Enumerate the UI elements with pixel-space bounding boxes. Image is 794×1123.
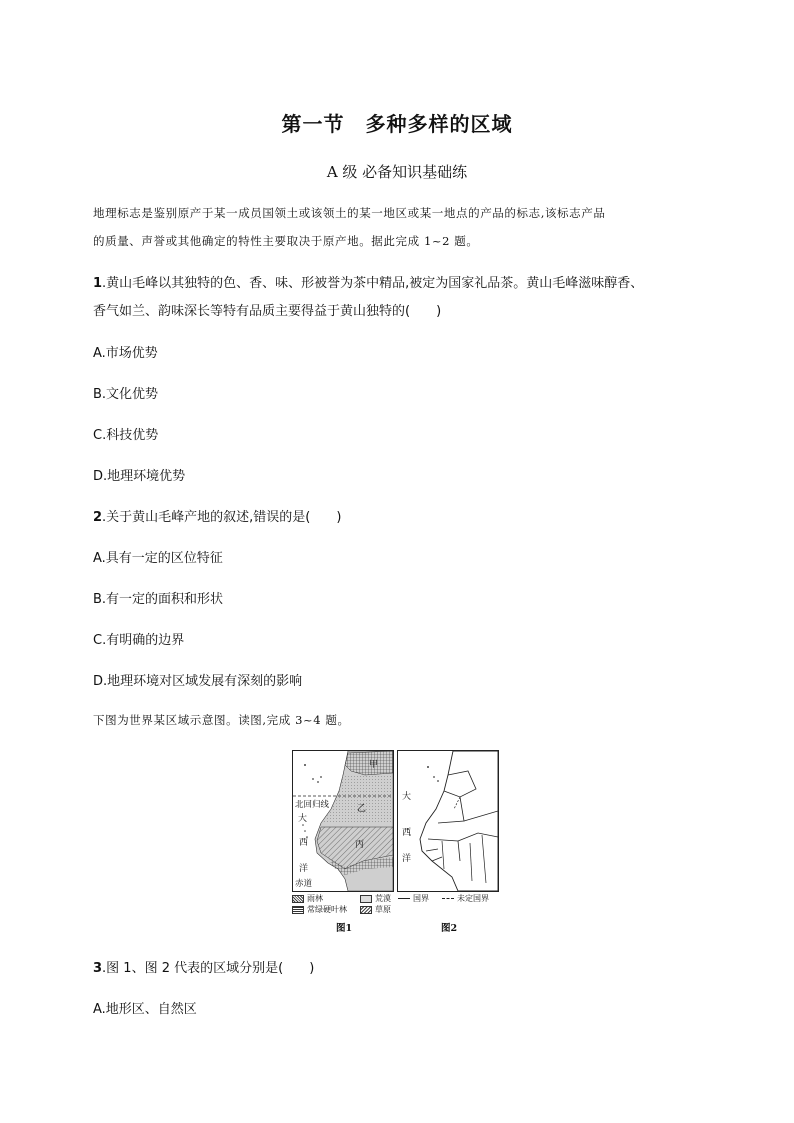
map-2-drawing — [398, 751, 498, 891]
evergreen-swatch — [292, 906, 304, 914]
question-2 — [93, 506, 341, 525]
figure-caption-1: 图1 — [336, 923, 353, 934]
question-2-number: 2 — [93, 510, 103, 525]
map-1-label-equator: 赤道 — [295, 879, 313, 889]
question-3-text: .图 1、图 2 代表的区域分别是( ) — [102, 961, 315, 976]
section-subtitle: A 级 必备知识基础练 — [326, 163, 468, 181]
legend-grassland — [360, 904, 391, 915]
map-2-label-da: 大 — [402, 792, 412, 802]
map-2-label-yang: 洋 — [402, 854, 412, 864]
legend-evergreen-label: 常绿硬叶林 — [307, 905, 347, 914]
q3-option-a: A.地形区、自然区 — [93, 1002, 197, 1017]
map-1-label-jia: 甲 — [369, 760, 379, 770]
question-1-line-1 — [93, 272, 643, 291]
question-1-line-2: 香气如兰、韵味深长等特有品质主要得益于黄山独特的( ) — [93, 304, 442, 319]
region-figure — [290, 745, 505, 935]
intro-figure: 下图为世界某区域示意图。读图,完成 3~4 题。 — [93, 713, 350, 727]
map-2-label-xi: 西 — [402, 828, 412, 838]
legend-undetermined-label: 未定国界 — [457, 894, 489, 903]
desert-swatch — [360, 895, 372, 903]
map-2 — [397, 750, 499, 892]
intro-line-2: 的质量、声誉或其他确定的特性主要取决于原产地。据此完成 1~2 题。 — [93, 234, 479, 248]
q1-option-c: C.科技优势 — [93, 428, 159, 443]
page-title: 第一节 多种多样的区域 — [281, 112, 513, 136]
q2-option-d: D.地理环境对区域发展有深刻的影响 — [93, 674, 303, 689]
dashed-line-icon — [442, 898, 454, 899]
question-3-number: 3 — [93, 961, 103, 976]
q2-option-c: C.有明确的边界 — [93, 633, 185, 648]
border-line-icon — [398, 898, 410, 899]
question-2-text: .关于黄山毛峰产地的叙述,错误的是( ) — [102, 510, 342, 525]
legend-desert-label: 荒漠 — [375, 894, 391, 903]
question-1-text: .黄山毛峰以其独特的色、香、味、形被誉为茶中精品,被定为国家礼品茶。黄山毛峰滋味醇香、 — [102, 276, 644, 291]
legend-desert — [360, 893, 391, 904]
map-1-label-da: 大 — [298, 814, 308, 824]
legend-border-label: 国界 — [413, 894, 429, 903]
q1-option-d: D.地理环境优势 — [93, 469, 186, 484]
question-1-number: 1 — [93, 276, 103, 291]
q1-option-b: B.文化优势 — [93, 387, 159, 402]
map-1-label-tropic: 北回归线 — [295, 800, 330, 810]
intro-line-1: 地理标志是鉴别原产于某一成员国领土或该领土的某一地区或某一地点的产品的标志,该标志产品 — [93, 206, 606, 220]
map-1-label-bing: 丙 — [355, 840, 365, 850]
rainforest-swatch — [292, 895, 304, 903]
q2-option-b: B.有一定的面积和形状 — [93, 592, 224, 607]
legend-rainforest — [292, 893, 323, 904]
legend-rainforest-label: 雨林 — [307, 894, 323, 903]
figure-caption-2: 图2 — [441, 923, 458, 934]
legend-undetermined — [442, 893, 489, 904]
map-1 — [292, 750, 394, 892]
map-1-label-xi: 西 — [299, 838, 309, 848]
question-3 — [93, 957, 314, 976]
legend-border — [398, 893, 429, 904]
map-1-label-yang: 洋 — [299, 864, 309, 874]
legend-evergreen — [292, 904, 347, 915]
q2-option-a: A.具有一定的区位特征 — [93, 551, 223, 566]
grassland-swatch — [360, 906, 372, 914]
q1-option-a: A.市场优势 — [93, 346, 158, 361]
map-1-label-yi: 乙 — [357, 804, 367, 814]
legend-grassland-label: 草原 — [375, 905, 391, 914]
